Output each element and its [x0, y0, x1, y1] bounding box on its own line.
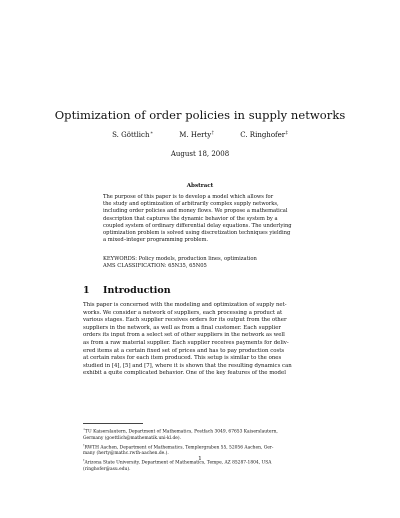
author-list [0, 131, 400, 139]
footnote-line: TU Kaiserslautern, Department of Mathematics, Postfach 3049, 67653 Kaiserslautern, [85, 429, 278, 435]
abstract-body [103, 194, 297, 244]
section-number: 1 [83, 285, 90, 296]
abstract-line: the study and optimization of arbitrarily complex supply networks, [103, 201, 279, 208]
footnote-2-cont: many (herty@mathc.rwth-aachen.de.). [83, 451, 169, 457]
keywords: KEYWORDS: Policy models, production lines, optimization [103, 256, 257, 262]
abstract-line: coupled system of ordinary differential delay equations. The underlying [103, 222, 292, 229]
footnote-mark: ‡ [83, 458, 85, 463]
footnote-mark: † [83, 442, 85, 447]
body-text [83, 302, 317, 378]
body-line: as from a raw material supplier. Each supplier receives payments for deliv- [83, 339, 289, 346]
author-2 [179, 131, 214, 139]
footnote-rule [83, 423, 143, 424]
paper-title: Optimization of order policies in supply networks [54, 108, 346, 122]
body-line: studied in [4], [5] and [7], where it is shown that the resulting dynamics can [83, 362, 292, 369]
body-line: various stages. Each supplier receives orders for its output from the other [83, 317, 287, 324]
footnote-1 [83, 426, 317, 436]
author-mark: ∗ [149, 131, 154, 136]
abstract-line: description that captures the dynamic behavior of the system by a [103, 215, 278, 222]
author-mark: † [211, 131, 215, 136]
ams-classification: AMS CLASSIFICATION: 65N35, 65N05 [103, 263, 207, 270]
author-name: S. Göttlich [112, 131, 150, 140]
author-1 [112, 131, 153, 139]
author-3 [240, 131, 288, 139]
footnote-1-cont: Germany (goettlich@mathematik.uni-kl.de). [83, 435, 181, 441]
abstract-heading: Abstract [186, 183, 214, 189]
paper-date: August 18, 2008 [170, 150, 230, 158]
body-line: This paper is concerned with the modeling and optimization of supply net- [83, 302, 287, 308]
footnote-mark: ∗ [83, 427, 86, 431]
abstract-line: a mixed–integer programming problem. [103, 237, 209, 244]
body-line: ered items at a certain fixed set of prices and has to pay production costs [83, 347, 285, 354]
body-line: at certain rates for each item produced. This setup is similar to the ones [83, 355, 282, 362]
footnotes [83, 426, 317, 473]
section-heading [83, 285, 171, 296]
keywords-block [103, 256, 303, 270]
footnote-2 [83, 442, 317, 452]
section-title: Introduction [103, 285, 171, 296]
body-line: suppliers in the network, as well as from a final customer. Each supplier [83, 324, 281, 331]
abstract-line: optimization problem is solved using discretization techniques yielding [103, 230, 291, 237]
body-line: orders its input from a select set of other suppliers in the network as well [83, 332, 285, 339]
abstract-line: including order policies and money flows. We propose a mathematical [103, 208, 288, 215]
body-line: exhibit a quite complicated behavior. One of the key features of the model [83, 370, 286, 377]
page-number: 1 [198, 456, 202, 462]
body-line: works. We consider a network of suppliers, each processing a product at [83, 309, 283, 316]
abstract-line: The purpose of this paper is to develop a model which allows for [103, 194, 274, 200]
footnote-line: Arizona State University, Department of Mathematics, Tempe, AZ 85287-1804, USA [84, 460, 272, 466]
author-name: M. Herty [179, 131, 212, 140]
footnote-3-cont: (ringhofer@asu.edu). [83, 466, 131, 472]
author-name: C. Ringhofer [240, 131, 286, 140]
author-mark: ‡ [285, 131, 288, 136]
footnote-line: RWTH Aachen, Department of Mathematics, Templergraben 55, 52056 Aachen, Ger- [84, 445, 274, 451]
